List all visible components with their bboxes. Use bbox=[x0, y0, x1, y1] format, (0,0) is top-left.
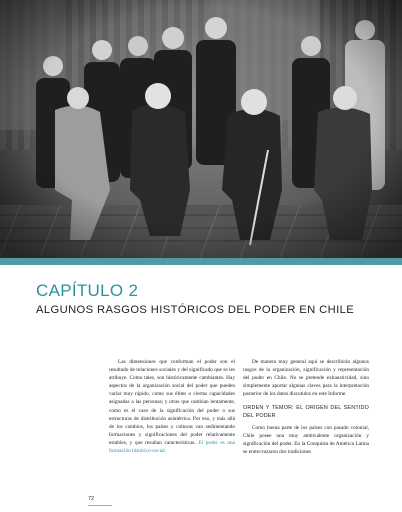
page-number-rule bbox=[88, 505, 112, 506]
chapter-title: ALGUNOS RASGOS HISTÓRICOS DEL PODER EN CHILE bbox=[36, 304, 355, 316]
highlight-sentence: El poder es una formación histórico-social. bbox=[109, 439, 235, 455]
paragraph-text: Las dimensiones que conforman el poder son el resultado de relaciones sociales y del significado que se les atribuye. Como tales, son históricamente cambiantes. Hay aspectos de la organización social del poder que pueden variar muy rápido, como sus élites o ciertas capacidades asignadas a las personas; y otras que cambian lentamente, como es el caso de la significación del poder o sus estructuras de distribución asimétrica. Por eso, y más allá de los cambios, los países y culturas van sedimentando formaciones y significaciones del poder relativamente estables, y que resultan características. bbox=[109, 359, 235, 446]
body-paragraph: Como buena parte de los países con pasado colonial, Chile posee una muy ambivalente organización y significación del poder. En la Conquista de América Latina se entrecruzaron dos tradiciones bbox=[243, 424, 369, 455]
right-text-column bbox=[243, 358, 369, 456]
left-text-column bbox=[109, 358, 235, 455]
body-paragraph bbox=[109, 358, 235, 455]
chapter-label: CAPÍTULO 2 bbox=[36, 281, 139, 300]
chapter-accent-band bbox=[0, 258, 402, 265]
page-number: 72 bbox=[88, 496, 95, 502]
body-paragraph: De manera muy general aquí se describirán algunos rasgos de la organización, significación y representación del poder en Chile. No se pretende exhaustividad, sino simplemente aportar algunas claves para la interpretación posterior de los datos discutidos en este Informe. bbox=[243, 359, 369, 398]
section-subheading: ORDEN Y TEMOR: EL ORIGEN DEL SENTIDO DEL PODER bbox=[243, 405, 369, 420]
